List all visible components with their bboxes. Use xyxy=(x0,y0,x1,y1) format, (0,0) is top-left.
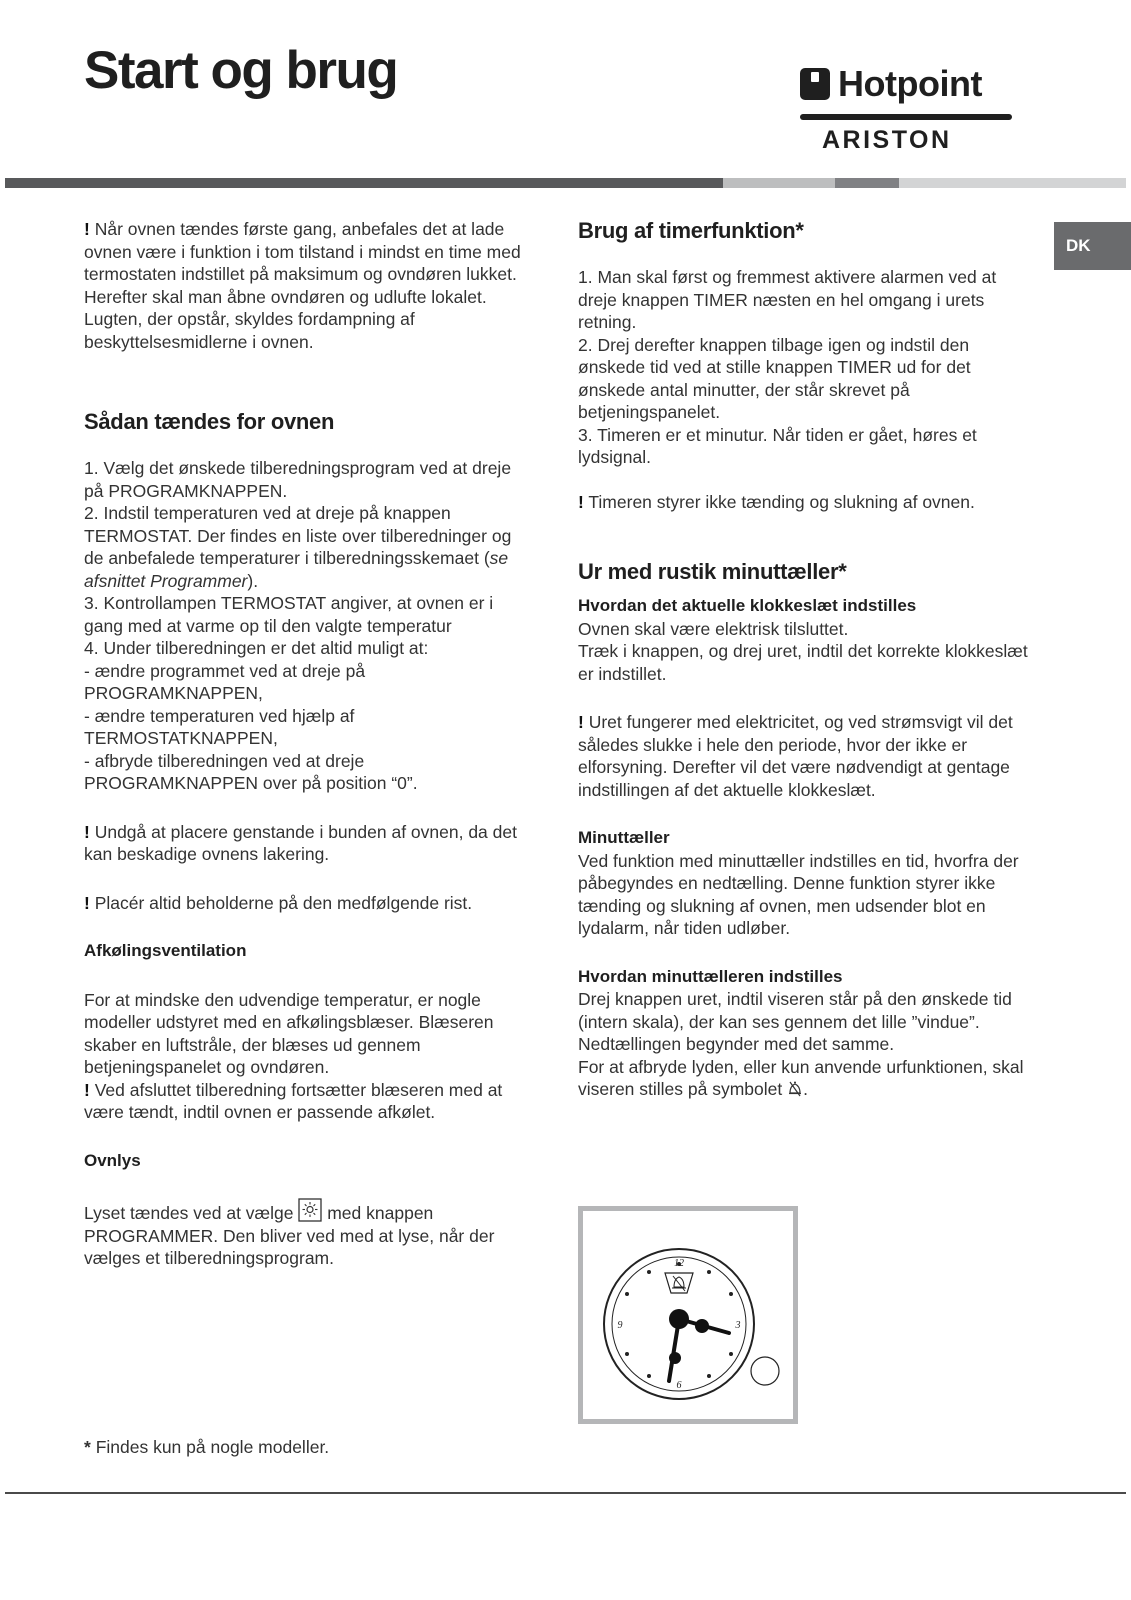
ignition-step-2: 2. Indstil temperaturen ved at dreje på knappen TERMOSTAT. Der findes en liste over tilberedninger og de anbefalede temperaturer i tilberedningsskemaet (se afsnittet Programmer). xyxy=(84,503,512,591)
timer-step-1: 1. Man skal først og fremmest aktivere alarmen ved at dreje knappen TIMER næsten en hel omgang i urets retning. xyxy=(578,267,997,332)
ignition-step-4: 4. Under tilberedningen er det altid muligt at: xyxy=(84,638,429,658)
clock-knob xyxy=(751,1357,779,1385)
timer-step-2: 2. Drej derefter knappen tilbage igen og indstil den ønskede tid ved at stille knappen TIMER ud for det ønskede antal minutter, der står skrevet på betjeningspanelet. xyxy=(578,334,971,422)
ignition-step-4a: - ændre programmet ved at dreje på PROGRAMKNAPPEN, xyxy=(84,660,366,703)
set-minute-timer-text-3: For at afbryde lyden, eller kun anvende urfunktionen, skal viseren stilles på symbolet . xyxy=(578,1056,1024,1099)
dial-number-3: 3 xyxy=(735,1320,741,1331)
clock-power-note: ! Uret fungerer med elektricitet, og ved strømsvigt vil det således slukke i hele den periode, hvor der ikke er elforsyning. Derefter vil det være nødvendigt at gentage indstillingen af det aktuelle klokkeslæt. xyxy=(578,712,1013,800)
section-heading-cooling: Afkølingsventilation xyxy=(84,941,247,960)
dial-number-9: 9 xyxy=(617,1320,623,1331)
oven-light-icon xyxy=(298,1198,322,1222)
set-minute-timer-text-2: Nedtællingen begynder med det samme. xyxy=(578,1034,895,1054)
note-oven-bottom: ! Undgå at placere genstande i bunden af ovnen, da det kan beskadige ovnens lakering. xyxy=(84,821,517,864)
logo-mark-icon xyxy=(800,68,830,100)
logo-underline xyxy=(800,114,1012,120)
clock-set-time-text-2: Træk i knappen, og drej uret, indtil det korrekte klokkeslæt er indstillet. xyxy=(578,641,1028,684)
section-heading-timer: Brug af timerfunktion* xyxy=(578,218,804,243)
clock-set-time-text-1: Ovnen skal være elektrisk tilsluttet. xyxy=(578,618,849,639)
clock-illustration xyxy=(578,1206,798,1424)
note-rack: ! Placér altid beholderne på den medfølgende rist. xyxy=(84,892,473,913)
ignition-step-1: 1. Vælg det ønskede tilberedningsprogram ved at dreje på PROGRAMKNAPPEN. xyxy=(84,458,512,501)
timer-note: ! Timeren styrer ikke tænding og slukning af ovnen. xyxy=(578,491,975,512)
intro-text: Når ovnen tændes første gang, anbefales det at lade ovnen være i funktion i tom tilstand i mindst en time med termostaten indstillet på maksimum og ovndøren lukket. Herefter skal man åbne ovndøren og udlufte lokalet. Lugten, der opstår, skyldes fordampning af beskyttelsesmidlerne i ovnen. xyxy=(84,219,521,352)
footnote: * Findes kun på nogle modeller. xyxy=(84,1437,330,1457)
timer-step-3: 3. Timeren er et minutur. Når tiden er gået, høres et lydsignal. xyxy=(578,424,977,467)
cooling-text: For at mindske den udvendige temperatur, er nogle modeller udstyret med en afkølingsblæser. Blæseren skaber en luftstråle, der blæses ud gennem betjeningspanelet og ovndøren. xyxy=(84,989,494,1077)
dial-number-12: 12 xyxy=(674,1258,684,1269)
language-tab: DK xyxy=(1054,222,1131,270)
oven-light-text: Lyset tændes ved at vælge med knappen PROGRAMMER. Den bliver ved med at lyse, når der vælges et tilberedningsprogram. xyxy=(84,1198,532,1270)
logo-subword: ARISTON xyxy=(822,126,952,154)
ignition-step-3: 3. Kontrollampen TERMOSTAT angiver, at ovnen er i gang med at varme op til den valgte temperatur xyxy=(84,593,494,636)
clock-dial xyxy=(583,1211,793,1419)
page-title: Start og brug xyxy=(84,41,398,100)
section-heading-clock: Ur med rustik minuttæller* xyxy=(578,559,847,584)
left-column xyxy=(84,218,532,1270)
minute-timer-text: Ved funktion med minuttæller indstilles en tid, hvorfra der påbegyndes en nedtælling. Denne funktion styrer ikke tænding og slukning af ovnen, men udsender blot en lydalarm, når tiden udløber. xyxy=(578,850,1019,938)
ignition-step-4b: - ændre temperaturen ved hjælp af TERMOSTATKNAPPEN, xyxy=(84,705,355,748)
bell-off-icon xyxy=(787,1080,803,1098)
set-minute-timer-text-1: Drej knappen uret, indtil viseren står på den ønskede tid (intern skala), der kan ses gennem det lille ”vindue”. xyxy=(578,989,1012,1032)
cooling-note: ! Ved afsluttet tilberedning fortsætter blæseren med at være tændt, indtil ovnen er passende afkølet. xyxy=(84,1079,503,1122)
section-heading-ignition: Sådan tændes for ovnen xyxy=(84,409,335,434)
warning-mark: ! xyxy=(84,219,90,239)
header-divider xyxy=(5,178,1126,188)
ignition-step-4c: - afbryde tilberedningen ved at dreje PROGRAMKNAPPEN over på position “0”. xyxy=(84,750,418,793)
logo-wordmark: Hotpoint xyxy=(838,63,982,104)
brand-logo xyxy=(800,64,1020,160)
clock-subheading-set-time: Hvordan det aktuelle klokkeslæt indstilles xyxy=(578,596,917,615)
clock-subheading-minute-timer: Minuttæller xyxy=(578,828,670,847)
section-heading-oven-light: Ovnlys xyxy=(84,1150,141,1170)
footer-divider xyxy=(5,1492,1126,1494)
intro-note xyxy=(84,218,532,353)
clock-subheading-set-minute-timer: Hvordan minuttælleren indstilles xyxy=(578,966,843,986)
right-column xyxy=(578,218,1033,1101)
dial-number-6: 6 xyxy=(676,1380,682,1391)
